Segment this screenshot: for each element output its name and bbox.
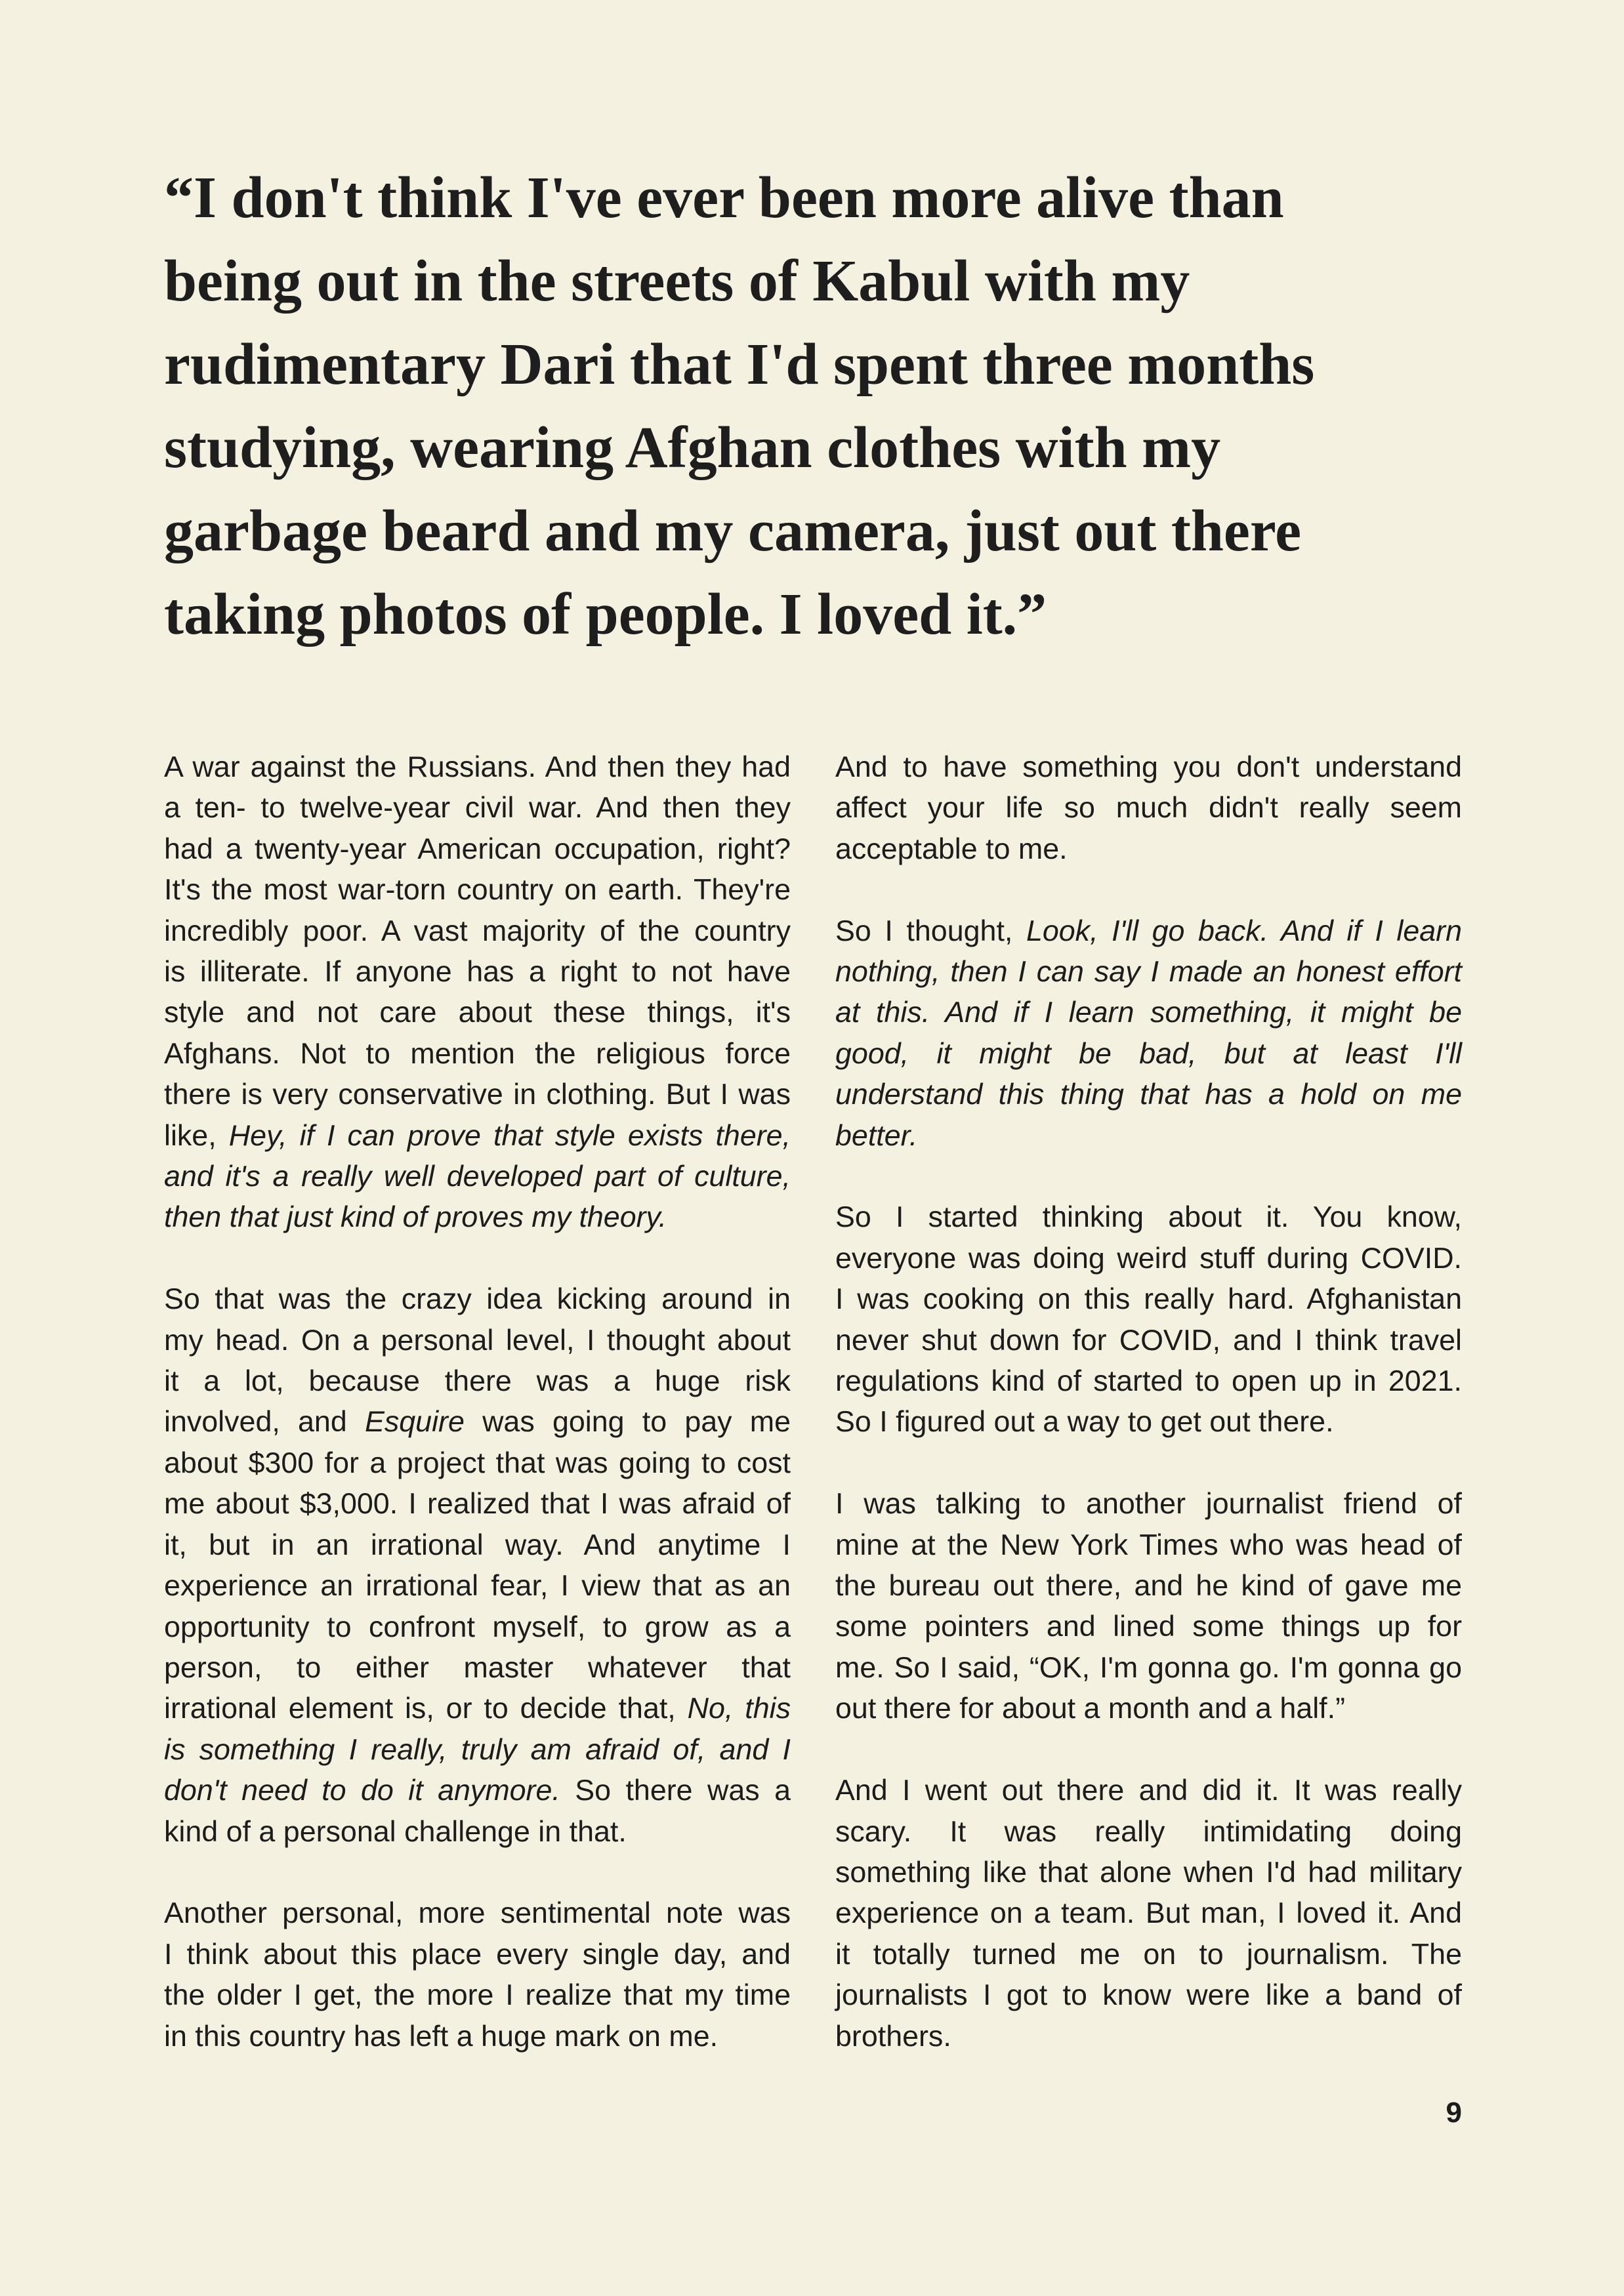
body-line — [835, 1647, 1462, 1688]
body-line — [164, 1811, 791, 1852]
body-line — [835, 1975, 1462, 2015]
body-line — [835, 1115, 1462, 1156]
body-line — [835, 1770, 1462, 1811]
body-line — [164, 1729, 791, 1770]
body-line — [835, 1279, 1462, 1319]
body-line — [835, 1811, 1462, 1852]
body-line — [164, 1565, 791, 1606]
body-line — [164, 1647, 791, 1688]
body-text: the bureau out there, and he kind of gave me — [835, 1569, 1462, 1603]
pull-quote-line: studying, wearing Afghan clothes with my — [164, 415, 1221, 480]
body-text: I was cooking on this really hard. Afghanistan — [835, 1282, 1462, 1316]
body-text: me. So I said, “OK, I'm gonna go. I'm gonna go — [835, 1650, 1462, 1684]
pull-quote-line: “I don't think I've ever been more alive than — [164, 165, 1284, 230]
body-line — [164, 1525, 791, 1565]
body-line — [835, 2016, 1462, 2057]
body-text: brothers. — [835, 2019, 951, 2053]
paragraph — [835, 1483, 1462, 1729]
pull-quote-line: rudimentary Dari that I'd spent three months — [164, 332, 1315, 397]
body-text: regulations kind of started to open up in 2021. — [835, 1364, 1462, 1398]
italic-text: better. — [835, 1118, 918, 1152]
body-text: So I figured out a way to get out there. — [835, 1405, 1334, 1439]
body-line — [164, 747, 791, 787]
body-line — [164, 869, 791, 910]
italic-text: understand this thing that has a hold on me — [835, 1078, 1462, 1111]
body-line — [164, 1975, 791, 2015]
body-text: never shut down for COVID, and I think travel — [835, 1323, 1462, 1357]
body-line — [835, 1606, 1462, 1647]
body-text: was going to pay me — [464, 1405, 791, 1439]
italic-text: No, this — [687, 1692, 791, 1725]
paragraph — [164, 1279, 791, 1852]
italic-text: Esquire — [364, 1405, 465, 1439]
body-text: acceptable to me. — [835, 832, 1068, 865]
body-text: experience an irrational fear, I view that as an — [164, 1569, 791, 1603]
body-line — [835, 1934, 1462, 1975]
body-line — [164, 1115, 791, 1156]
body-text: it a lot, because there was a huge risk — [164, 1364, 791, 1398]
body-text: Afghans. Not to mention the religious force — [164, 1036, 791, 1070]
body-line — [164, 1320, 791, 1361]
body-line — [164, 1934, 791, 1975]
body-text: involved, and — [164, 1405, 365, 1439]
body-line — [164, 1607, 791, 1647]
body-line — [164, 1197, 791, 1237]
italic-text: good, it might be bad, but at least I'll — [835, 1036, 1462, 1070]
body-line — [164, 1893, 791, 1933]
body-text: it, but in an irrational way. And anytime I — [164, 1528, 791, 1561]
body-line — [164, 951, 791, 992]
paragraph — [835, 1197, 1462, 1442]
body-text: And to have something you don't understand — [835, 750, 1462, 783]
body-line — [164, 1688, 791, 1729]
body-text: it totally turned me on to journalism. The — [835, 1937, 1462, 1971]
italic-text: and it's a really well developed part of culture, — [164, 1160, 791, 1193]
body-text: like, — [164, 1118, 229, 1152]
body-text: It's the most war-torn country on earth. They're — [164, 873, 791, 907]
body-text: there is very conservative in clothing. But I was — [164, 1078, 791, 1111]
body-text: a ten- to twelve-year civil war. And then they — [164, 791, 791, 825]
body-line — [164, 1483, 791, 1524]
body-text: my head. On a personal level, I thought about — [164, 1323, 791, 1357]
body-line — [835, 911, 1462, 951]
body-line — [835, 1688, 1462, 1729]
right-column — [835, 747, 1462, 2097]
body-line — [164, 911, 791, 951]
body-text: me about $3,000. I realized that I was afraid of — [164, 1487, 791, 1521]
body-text: So that was the crazy idea kicking around in — [164, 1282, 791, 1316]
body-line — [164, 1033, 791, 1074]
body-line — [835, 1483, 1462, 1524]
page-number: 9 — [1446, 2097, 1462, 2129]
body-text: So there was a — [560, 1774, 791, 1807]
body-text: A war against the Russians. And then they had — [164, 750, 791, 783]
pull-quote-line: being out in the streets of Kabul with my — [164, 249, 1190, 314]
italic-text: nothing, then I can say I made an honest effort — [835, 955, 1462, 989]
italic-text: then that just kind of proves my theory. — [164, 1200, 667, 1234]
body-text: journalists I got to know were like a band of — [835, 1978, 1462, 2012]
body-text: Another personal, more sentimental note was — [164, 1896, 791, 1930]
body-line — [835, 1361, 1462, 1401]
body-text: had a twenty-year American occupation, right? — [164, 832, 791, 865]
body-text: experience on a team. But man, I loved it. And — [835, 1896, 1462, 1930]
body-line — [835, 1565, 1462, 1606]
body-line — [164, 1361, 791, 1401]
body-line — [164, 1279, 791, 1319]
body-line — [835, 787, 1462, 828]
body-line — [835, 1893, 1462, 1933]
body-text: incredibly poor. A vast majority of the country — [164, 914, 791, 947]
italic-text: don't need to do it anymore. — [164, 1774, 560, 1807]
body-line — [835, 1525, 1462, 1565]
body-text: opportunity to confront myself, to grow as a — [164, 1610, 791, 1643]
body-text: style and not care about these things, it's — [164, 996, 791, 1029]
left-column — [164, 747, 791, 2097]
italic-text: Look, I'll go back. And if I learn — [1026, 914, 1462, 947]
body-line — [164, 1443, 791, 1483]
body-text: affect your life so much didn't really seem — [835, 791, 1462, 825]
body-line — [835, 1033, 1462, 1074]
body-text: everyone was doing weird stuff during COVID. — [835, 1241, 1462, 1275]
body-line — [164, 829, 791, 869]
paragraph — [164, 1893, 791, 2057]
body-text: I think about this place every single day, and — [164, 1937, 791, 1971]
body-text: irrational element is, or to decide that, — [164, 1692, 688, 1725]
pull-quote-line: garbage beard and my camera, just out there — [164, 499, 1302, 564]
body-text: about $300 for a project that was going to cost — [164, 1446, 791, 1479]
paragraph — [835, 747, 1462, 869]
body-text: in this country has left a huge mark on me. — [164, 2019, 718, 2053]
body-text: kind of a personal challenge in that. — [164, 1814, 627, 1848]
body-text: out there for about a month and a half.” — [835, 1692, 1345, 1725]
body-text: mine at the New York Times who was head of — [835, 1528, 1462, 1561]
body-line — [164, 1074, 791, 1115]
pull-quote-line: taking photos of people. I loved it.” — [164, 582, 1047, 647]
body-line — [835, 1401, 1462, 1442]
body-line — [835, 992, 1462, 1033]
body-line — [164, 2016, 791, 2057]
body-text: And I went out there and did it. It was really — [835, 1774, 1462, 1807]
body-line — [164, 1156, 791, 1197]
body-line — [835, 951, 1462, 992]
body-line — [835, 1320, 1462, 1361]
body-line — [835, 747, 1462, 787]
italic-text: at this. And if I learn something, it might be — [835, 996, 1462, 1029]
paragraph — [835, 1770, 1462, 2057]
body-text: person, to either master whatever that — [164, 1650, 791, 1684]
italic-text: Hey, if I can prove that style exists there, — [228, 1118, 791, 1152]
body-line — [835, 1074, 1462, 1115]
body-text: I was talking to another journalist friend of — [835, 1487, 1462, 1521]
body-line — [164, 992, 791, 1033]
body-text: some pointers and lined some things up for — [835, 1610, 1462, 1643]
pull-quote — [164, 156, 1314, 656]
body-line — [164, 1401, 791, 1442]
body-line — [164, 787, 791, 828]
body-text: scary. It was really intimidating doing — [835, 1814, 1462, 1848]
body-text: something like that alone when I'd had military — [835, 1855, 1462, 1889]
body-text: the older I get, the more I realize that my time — [164, 1978, 791, 2012]
body-text: So I thought, — [835, 914, 1026, 947]
body-line — [835, 1852, 1462, 1893]
body-text: So I started thinking about it. You know, — [835, 1200, 1462, 1234]
paragraph — [164, 747, 791, 1238]
body-line — [835, 1238, 1462, 1279]
paragraph — [835, 911, 1462, 1156]
body-line — [835, 1197, 1462, 1237]
body-text: is illiterate. If anyone has a right to not have — [164, 955, 791, 989]
body-line — [835, 829, 1462, 869]
italic-text: is something I really, truly am afraid of, and I — [164, 1732, 791, 1766]
body-line — [164, 1770, 791, 1811]
